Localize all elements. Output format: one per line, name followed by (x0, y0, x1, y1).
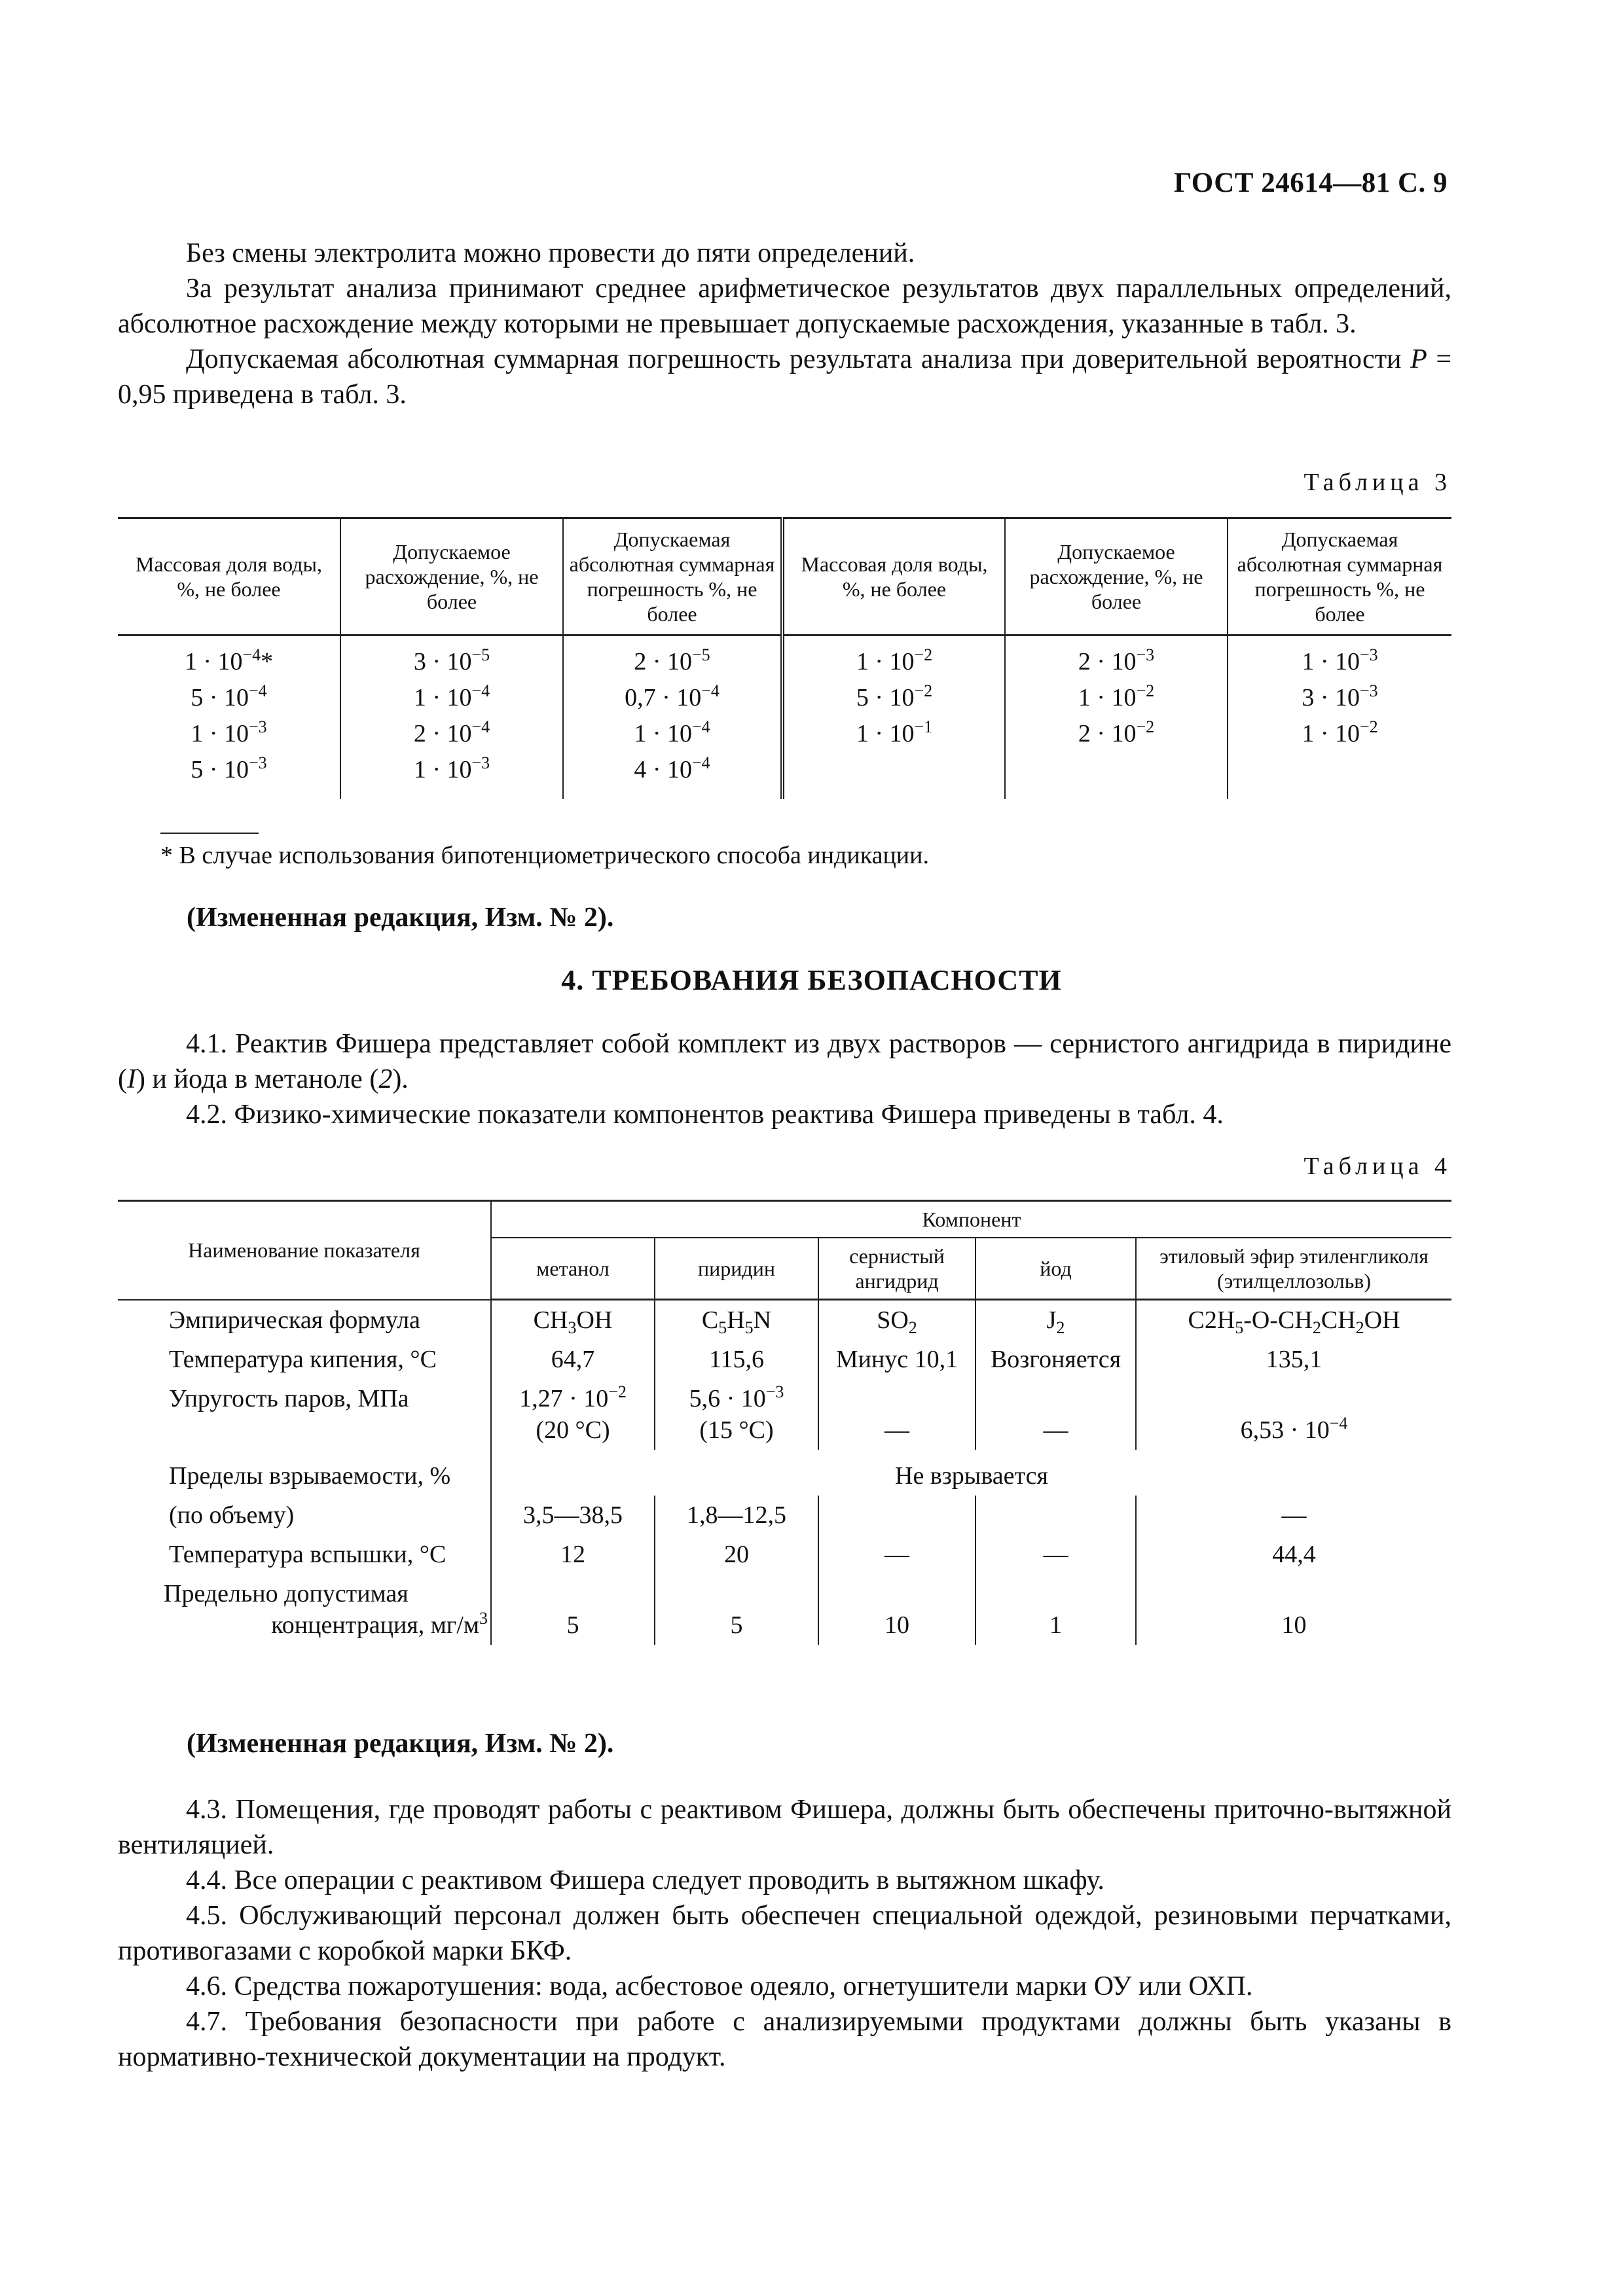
column-header: Допускаемая абсолютная суммарная погрешность %, не более (563, 518, 782, 636)
column-header: пиридин (655, 1238, 818, 1300)
section-title: 4. ТРЕБОВАНИЯ БЕЗОПАСНОСТИ (561, 964, 1062, 996)
table-cell: $3 \cdot 10^{-5}$ $1 \cdot 10^{-4}$ $2 \cdot 10^{-4}$ $1 \cdot 10^{-3}$ (340, 636, 563, 799)
table-cell: $1 \cdot 10^{-2}$ $5 \cdot 10^{-2}$ $1 \cdot 10^{-1}$ (782, 636, 1005, 799)
column-header: этиловый эфир этиленгликоля (этилцеллозольв) (1136, 1238, 1451, 1300)
table-cell: $2 \cdot 10^{-3}$ $1 \cdot 10^{-2}$ $2 \cdot 10^{-2}$ (1005, 636, 1228, 799)
page-header: ГОСТ 24614—81 С. 9 (1173, 168, 1448, 198)
table-cell: $1 \cdot 10^{-3}$ $3 \cdot 10^{-3}$ $1 \cdot 10^{-2}$ (1228, 636, 1451, 799)
table-3 (118, 517, 1451, 799)
column-header: Массовая доля воды, %, не более (782, 518, 1005, 636)
intro-text (118, 236, 1451, 412)
column-header: Допускаемое расхождение, %, не более (340, 518, 563, 636)
table-cell: $2 \cdot 10^{-5}$ $0,7 \cdot 10^{-4}$ $1 \cdot 10^{-4}$ $4 \cdot 10^{-4}$ (563, 636, 782, 799)
table-4 (118, 1200, 1451, 1645)
table-row: Пределы взрываемости, % Не взрывается (118, 1450, 1451, 1496)
table-row: Эмпирическая формула $CH_3OH$ $C_5H_5N$ $SO_2$ $J_2$ $C2H_5-O-CH_2CH_2OH$ (118, 1300, 1451, 1340)
paragraph: 4.4. Все операции с реактивом Фишера следует проводить в вытяжном шкафу. (186, 1865, 1104, 1895)
column-group-header: Компонент (491, 1201, 1451, 1238)
closing-text (118, 1792, 1451, 2075)
table-cell: $1 \cdot 10^{-4}*$ $5 \cdot 10^{-4}$ $1 \cdot 10^{-3}$ $5 \cdot 10^{-3}$ (184, 645, 274, 783)
amendment-note: (Измененная редакция, Изм. № 2). (187, 903, 614, 933)
column-header: йод (976, 1238, 1136, 1300)
column-header: Наименование показателя (118, 1201, 491, 1300)
table-row: Температура вспышки, °C 12 20 — — 44,4 (118, 1535, 1451, 1574)
footnote-divider (160, 833, 259, 834)
paragraph: 4.5. Обслуживающий персонал должен быть обеспечен специальной одеждой, резиновыми перчатками, противогазами с коробкой марки БКФ. (118, 1901, 1451, 1966)
section-text (118, 1026, 1451, 1132)
paragraph: За результат анализа принимают среднее арифметическое результатов двух параллельных определений, абсолютное расхождение между которыми не превышает допускаемые расхождения, указанные в табл. 3. (118, 274, 1451, 339)
footnote: * В случае использования бипотенциометрического способа индикации. (160, 842, 929, 869)
paragraph: 4.3. Помещения, где проводят работы с реактивом Фишера, должны быть обеспечены приточно-вытяжной вентиляцией. (118, 1795, 1451, 1860)
table-row: Температура кипения, °C 64,7 115,6 Минус 10,1 Возгоняется 135,1 (118, 1340, 1451, 1379)
table-4-caption: Таблица 4 (1304, 1153, 1451, 1180)
table-row: Упругость паров, МПа $1,27 \cdot 10^{-2}$ (20 °C) $5,6 \cdot 10^{-3}$ (15 °C) — — $6,53 \cdot 10^{-4}$ (118, 1379, 1451, 1450)
column-header: Массовая доля воды, %, не более (118, 518, 340, 636)
paragraph: 4.1. Реактив Фишера представляет собой комплект из двух растворов — сернистого ангидрида в пиридине (I) и йода в метаноле (2). (118, 1029, 1451, 1094)
table-row: Предельно допустимая концентрация, $мг/м^3$ 5 5 10 1 10 (118, 1574, 1451, 1645)
paragraph: Допускаемая абсолютная суммарная погрешность результата анализа при доверительной вероятности P = 0,95 приведена в табл. 3. (118, 344, 1451, 410)
table-row: (по объему) 3,5—38,5 1,8—12,5 — (118, 1496, 1451, 1535)
amendment-note: (Измененная редакция, Изм. № 2). (187, 1729, 614, 1759)
column-header: метанол (491, 1238, 655, 1300)
paragraph: 4.7. Требования безопасности при работе с анализируемыми продуктами должны быть указаны в нормативно-технической документации на продукт. (118, 2007, 1451, 2072)
column-header: сернистый ангидрид (818, 1238, 976, 1300)
paragraph: 4.2. Физико-химические показатели компонентов реактива Фишера приведены в табл. 4. (186, 1100, 1224, 1130)
paragraph: Без смены электролита можно провести до пяти определений. (186, 238, 915, 268)
table-3-caption: Таблица 3 (1304, 469, 1451, 496)
column-header: Допускаемая абсолютная суммарная погрешность %, не более (1228, 518, 1451, 636)
paragraph: 4.6. Средства пожаротушения: вода, асбестовое одеяло, огнетушители марки ОУ или ОХП. (186, 1971, 1253, 2001)
column-header: Допускаемое расхождение, %, не более (1005, 518, 1228, 636)
